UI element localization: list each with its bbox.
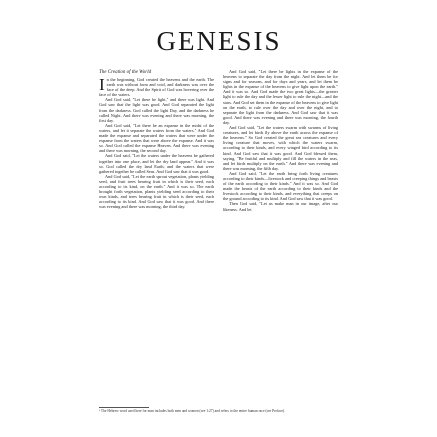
book-title: GENESIS bbox=[156, 26, 282, 56]
section-heading: The Creation of the World bbox=[99, 70, 152, 75]
footnote-rule bbox=[99, 407, 149, 408]
left-column bbox=[99, 70, 214, 209]
drop-cap: I bbox=[99, 75, 105, 94]
paragraph: And God said, "Let there be lights in the expanse of the heavens to separate the day from the night. And let them be for signs and for seasons, and for days and years, and let them be lights in the expanse of the heavens to give light upon the earth." And it was so. And God made the two great lights—the greater light to rule the day and the lesser light to rule the night—and the stars. And God set them in the expanse of the heavens to give light on the earth, to rule over the day and over the night, and to separate the light from the darkness. And God saw that it was good. And there was evening and there was morning, the fourth day. bbox=[223, 69, 338, 125]
paragraph: And God said, "Let the earth sprout vegetation, plants yielding seed, and fruit trees bearing fruit in which is their seed, each according to its kind, on the earth." And it was so. The earth brought forth vegetation, plants yielding seed according to their own kinds, and trees bearing fruit in which is their seed, each according to its kind. And God saw that it was good. And there was evening and there was morning, the third day. bbox=[99, 173, 214, 210]
paragraph-text: n the beginning, God created the heavens and the earth. The earth was without form and void, and darkness was over the face of the deep. And the Spirit of God was hovering over the face of the waters. bbox=[99, 77, 214, 98]
paragraph bbox=[99, 77, 214, 97]
paragraph: And God said, "Let the earth bring forth living creatures according to their kinds—livestock and creeping things and beasts of the earth according to their kinds." And it was so. And God made the beasts of the earth according to their kinds and the livestock according to their kinds, and everything that creeps on the ground according to its kind. And God saw that it was good. bbox=[223, 170, 338, 202]
right-column bbox=[223, 69, 338, 212]
paragraph: And God said, "Let the waters under the heavens be gathered together into one place, and let the dry land appear." And it was so. God called the dry land Earth, and the waters that were gathered together he called Seas. And God saw that it was good. bbox=[99, 153, 214, 174]
paragraph: And God said, "Let there be light," and there was light. And God saw that the light was good. And God separated the light from the darkness. God called the light Day, and the darkness he called Night. And there was evening and there was morning, the first day. bbox=[99, 97, 214, 123]
footnote: ¹ The Hebrew word used here for man includes both men and women (see 1:27) and refers to the entire human race (see Preface). bbox=[99, 409, 286, 413]
paragraph: And God said, "Let the waters swarm with swarms of living creatures, and let birds fly above the earth across the expanse of the heavens." So God created the great sea creatures and every living creature that moves, with which the waters swarm, according to their kinds, and every winged bird according to its kind. And God saw that it was good. And God blessed them, saying, "Be fruitful and multiply and fill the waters in the seas, and let birds multiply on the earth." And there was evening and there was morning, the fifth day. bbox=[223, 125, 338, 171]
paragraph: Then God said, "Let us make man in our image, after our likeness. And let bbox=[223, 201, 338, 212]
paragraph: And God said, "Let there be an expanse in the midst of the waters, and let it separate the waters from the waters." And God made the expanse and separated the waters that were under the expanse from the waters that were above the expanse. And it was so. And God called the expanse Heaven. And there was evening and there was morning, the second day. bbox=[99, 122, 214, 154]
bible-page bbox=[97, 20, 341, 430]
